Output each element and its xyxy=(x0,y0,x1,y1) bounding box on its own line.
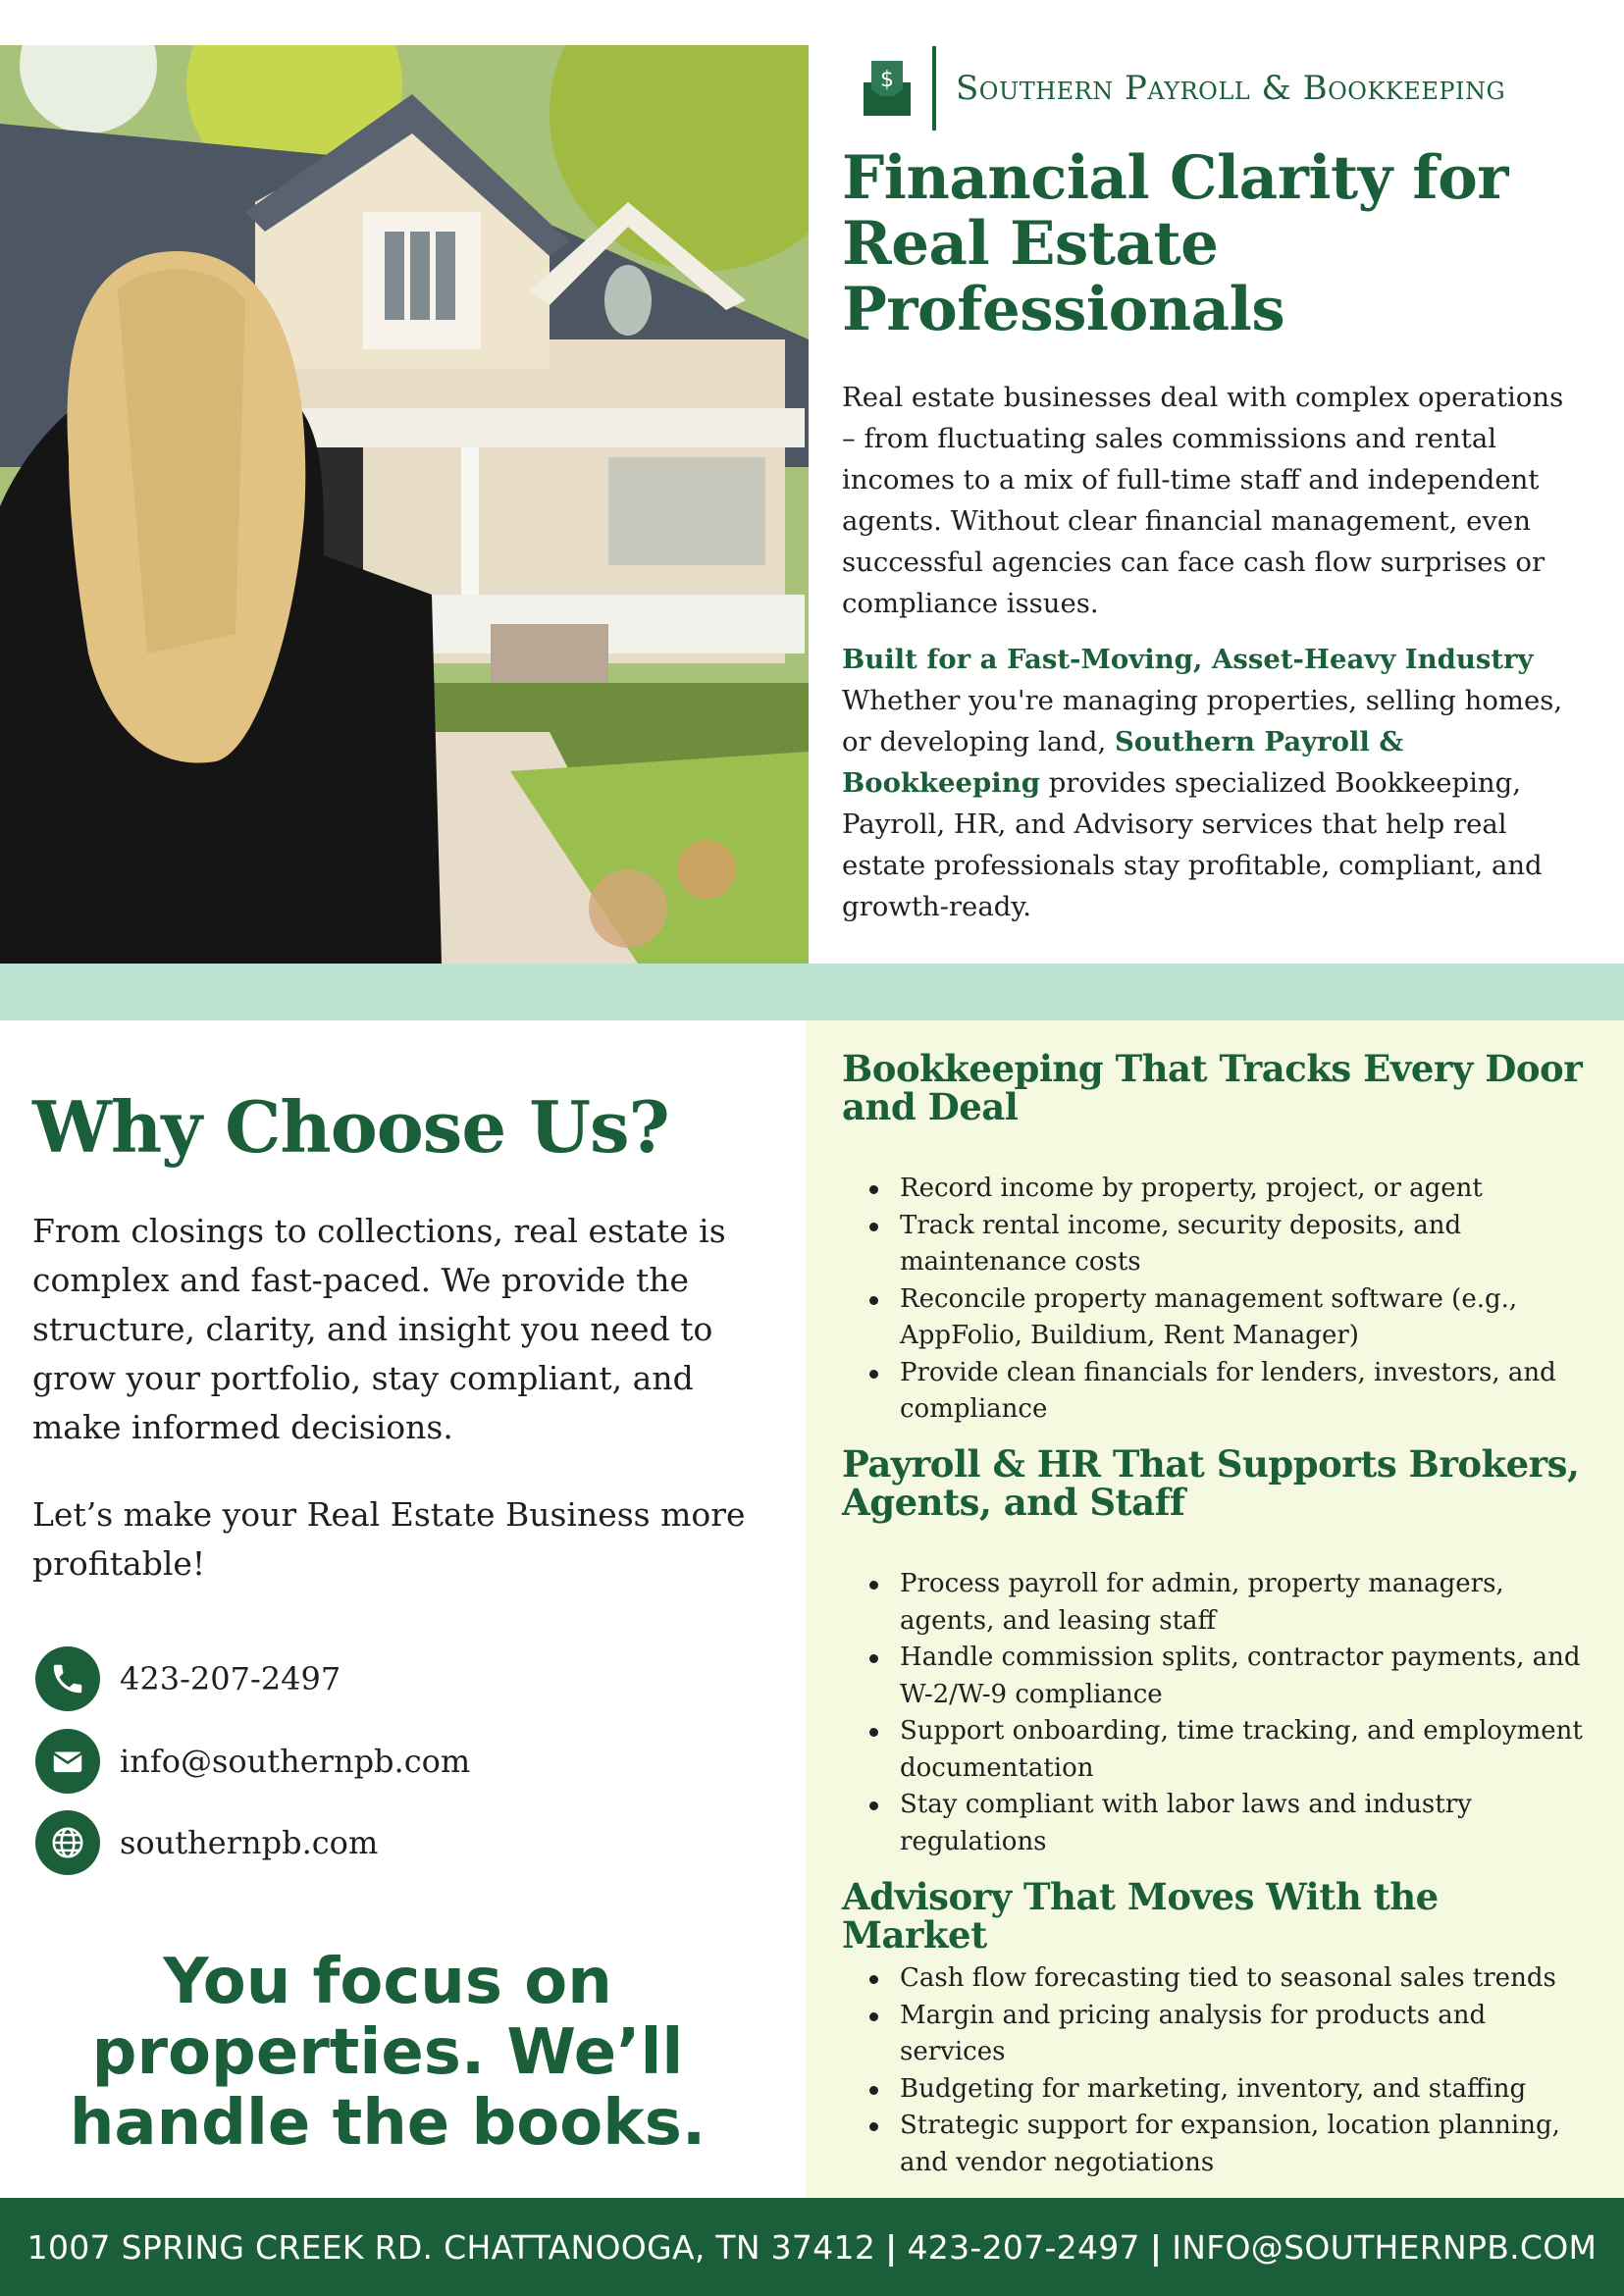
list-item: Process payroll for admin, property managers, agents, and leasing staff xyxy=(842,1566,1588,1640)
built-heading: Built for a Fast-Moving, Asset-Heavy Industry xyxy=(842,644,1534,675)
footer-text xyxy=(27,2228,1598,2267)
built-paragraph xyxy=(842,639,1580,927)
list-item: Margin and pricing analysis for products and services xyxy=(842,1998,1588,2071)
service-list-bookkeeping xyxy=(842,1171,1588,1429)
footer-email[interactable]: INFO@SOUTHERNPB.COM xyxy=(1172,2227,1598,2267)
contact-website[interactable] xyxy=(35,1810,378,1875)
money-envelope-icon xyxy=(862,59,913,118)
contact-phone-text: 423-207-2497 xyxy=(120,1660,341,1697)
list-item: Strategic support for expansion, location planning, and vendor negotiations xyxy=(842,2108,1588,2181)
service-heading-payroll: Payroll & HR That Supports Brokers, Agents, and Staff xyxy=(842,1442,1580,1524)
hero-title: Financial Clarity for Real Estate Professionals xyxy=(842,143,1508,344)
why-cta: Let’s make your Real Estate Business more profitable! xyxy=(32,1495,746,1583)
list-item: Stay compliant with labor laws and industry regulations xyxy=(842,1787,1588,1860)
list-item: Reconcile property management software (e.g., AppFolio, Buildium, Rent Manager) xyxy=(842,1281,1588,1355)
logo-divider xyxy=(932,46,936,130)
footer-separator: | xyxy=(1149,2227,1163,2267)
contact-email[interactable] xyxy=(35,1729,470,1794)
built-text-before: Whether you're managing properties, selling homes, or developing land, xyxy=(842,685,1563,757)
hero-photo-woman-house xyxy=(0,45,809,964)
why-paragraph: From closings to collections, real estate is complex and fast-paced. We provide the structure, clarity, and insight you need to grow your portfolio, stay compliant, and make informed decisions. xyxy=(32,1212,726,1446)
service-heading-bookkeeping: Bookkeeping That Tracks Every Door and Deal xyxy=(842,1047,1583,1128)
footer-address: 1007 SPRING CREEK RD. CHATTANOOGA, TN 37412 xyxy=(26,2227,876,2267)
list-item: Budgeting for marketing, inventory, and staffing xyxy=(842,2071,1588,2109)
contact-phone[interactable] xyxy=(35,1646,341,1711)
footer-bar xyxy=(0,2198,1624,2296)
contact-email-text: info@southernpb.com xyxy=(120,1743,471,1780)
envelope-icon xyxy=(35,1729,100,1794)
service-list-advisory xyxy=(842,1960,1588,2181)
why-title: Why Choose Us? xyxy=(32,1085,669,1169)
company-logo xyxy=(862,45,1505,131)
list-item: Provide clean financials for lenders, investors, and compliance xyxy=(842,1355,1588,1429)
divider-band xyxy=(0,964,1624,1020)
built-brand: Southern Payroll & Bookkeeping xyxy=(842,726,1404,799)
phone-icon xyxy=(35,1646,100,1711)
service-list-payroll xyxy=(842,1566,1588,1860)
tagline: You focus on properties. We’ll handle the books. xyxy=(69,1946,707,2160)
footer-separator: | xyxy=(885,2227,898,2267)
company-name: Southern Payroll & Bookkeeping xyxy=(956,69,1506,108)
list-item: Cash flow forecasting tied to seasonal sales trends xyxy=(842,1960,1588,1998)
intro-paragraph: Real estate businesses deal with complex operations – from fluctuating sales commissions and rental incomes to a mix of full-time staff and independent agents. Without clear financial management, even successful agencies can face cash flow surprises or compliance issues. xyxy=(842,382,1564,619)
built-text-after: provides specialized Bookkeeping, Payroll, HR, and Advisory services that help real estate professionals stay profitable, compliant, and growth-ready. xyxy=(842,767,1543,922)
contact-website-text: southernpb.com xyxy=(120,1824,379,1861)
list-item: Record income by property, project, or agent xyxy=(842,1171,1588,1208)
globe-icon xyxy=(35,1810,100,1875)
list-item: Support onboarding, time tracking, and employment documentation xyxy=(842,1713,1588,1787)
footer-phone[interactable]: 423-207-2497 xyxy=(907,2227,1140,2267)
services-panel xyxy=(806,1020,1624,2198)
service-heading-advisory: Advisory That Moves With the Market xyxy=(842,1875,1439,1957)
svg-text:$: $ xyxy=(880,68,894,92)
list-item: Handle commission splits, contractor payments, and W-2/W-9 compliance xyxy=(842,1640,1588,1713)
list-item: Track rental income, security deposits, and maintenance costs xyxy=(842,1208,1588,1281)
